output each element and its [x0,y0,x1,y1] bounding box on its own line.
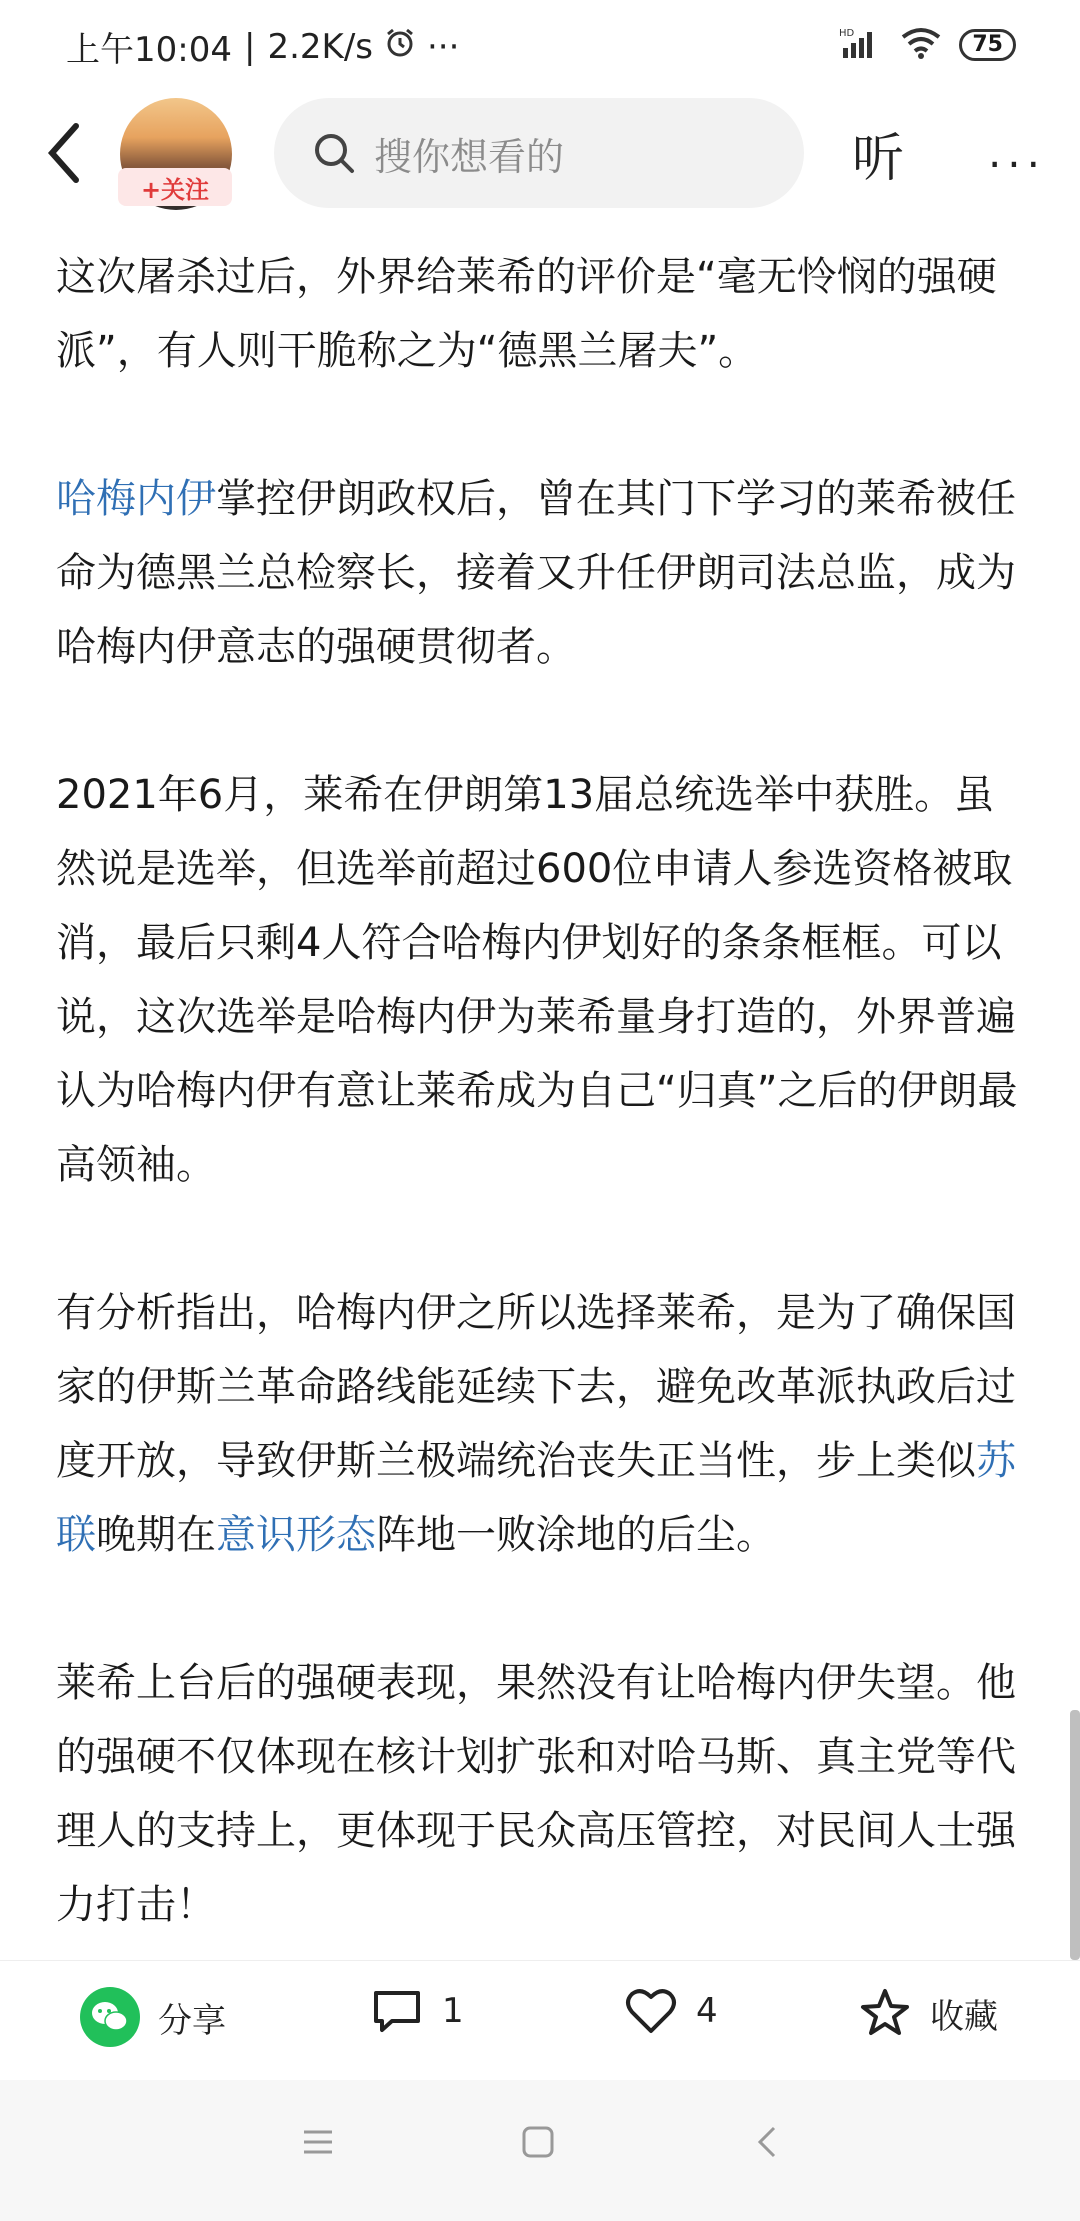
like-button[interactable] [624,1987,718,2035]
system-nav-bar [0,2080,1080,2221]
favorite-button[interactable] [858,1987,998,2039]
paragraph: 这次屠杀过后，外界给莱希的评价是“毫无怜悯的强硬派”，有人则干脆称之为“德黑兰屠夫”。 [56,254,997,374]
alarm-icon [385,27,415,67]
network-type: HD [839,28,855,39]
star-icon [858,1987,912,2039]
status-left [66,22,459,71]
share-button[interactable] [80,1987,226,2047]
battery-indicator: 75 [959,29,1016,61]
wechat-icon [80,1987,140,2047]
comment-icon [370,1987,424,2035]
back-button[interactable] [40,118,90,188]
home-square-icon [520,2124,556,2160]
top-header [0,98,1080,223]
back-triangle-icon [750,2124,786,2160]
link-soviet-union[interactable]: 苏联 [56,1438,1016,1558]
more-options-button[interactable]: ··· [987,140,1046,189]
status-bar [0,0,1080,98]
search-placeholder: 搜你想看的 [374,134,565,179]
share-label: 分享 [158,2000,226,2041]
follow-button[interactable]: +关注 [118,168,232,206]
scrollbar[interactable] [1070,1710,1080,1960]
link-khamenei[interactable]: 哈梅内伊 [56,476,216,522]
paragraph-text: 掌控伊朗政权后，曾在其门下学习的莱希被任命为德黑兰总检察长，接着又升任伊朗司法总监，成为哈梅内伊意志的强硬贯彻者。 [56,476,1016,670]
status-time: 上午10:04 [66,30,232,70]
paragraph: 莱希上台后的强硬表现，果然没有让哈梅内伊失望。他的强硬不仅体现在核计划扩张和对哈马斯、真主党等代理人的支持上，更体现于民众高压管控，对民间人士强力打击！ [56,1660,1016,1928]
search-icon [312,131,356,175]
heart-icon [624,1987,678,2035]
favorite-label: 收藏 [930,1996,998,2037]
paragraph [56,1276,1026,1572]
search-bar[interactable] [274,98,804,208]
listen-button[interactable]: 听 [852,129,905,189]
link-ideology[interactable]: 意识形态 [216,1512,376,1558]
paragraph-text: 阵地一败涂地的后尘。 [376,1512,776,1558]
like-count: 4 [696,1991,718,2031]
status-speed: 2.2K/s [267,26,373,67]
menu-icon [300,2124,336,2160]
system-back-button[interactable] [750,2124,786,2164]
paragraph-text: 晚期在 [96,1512,216,1558]
comment-count: 1 [442,1991,464,2031]
signal-icon [839,26,883,64]
article-body [56,240,1026,1958]
status-right [839,26,1016,64]
comment-button[interactable] [370,1987,464,2035]
wifi-icon [901,27,941,63]
action-bar [0,1960,1080,2081]
recent-apps-button[interactable] [300,2124,336,2164]
paragraph [56,462,1026,684]
status-divider: | [243,26,256,67]
status-more: ··· [427,26,460,67]
paragraph: 2021年6月，莱希在伊朗第13届总统选举中获胜。虽然说是选举，但选举前超过600位申请人参选资格被取消，最后只剩4人符合哈梅内伊划好的条条框框。可以说，这次选举是哈梅内伊为莱希量身打造的，外界普遍认为哈梅内伊有意让莱希成为自己“归真”之后的伊朗最高领袖。 [56,772,1018,1188]
chevron-left-icon [40,118,90,188]
paragraph-text: 有分析指出，哈梅内伊之所以选择莱希，是为了确保国家的伊斯兰革命路线能延续下去，避免改革派执政后过度开放，导致伊斯兰极端统治丧失正当性，步上类似 [56,1290,1016,1484]
home-button[interactable] [520,2124,556,2164]
